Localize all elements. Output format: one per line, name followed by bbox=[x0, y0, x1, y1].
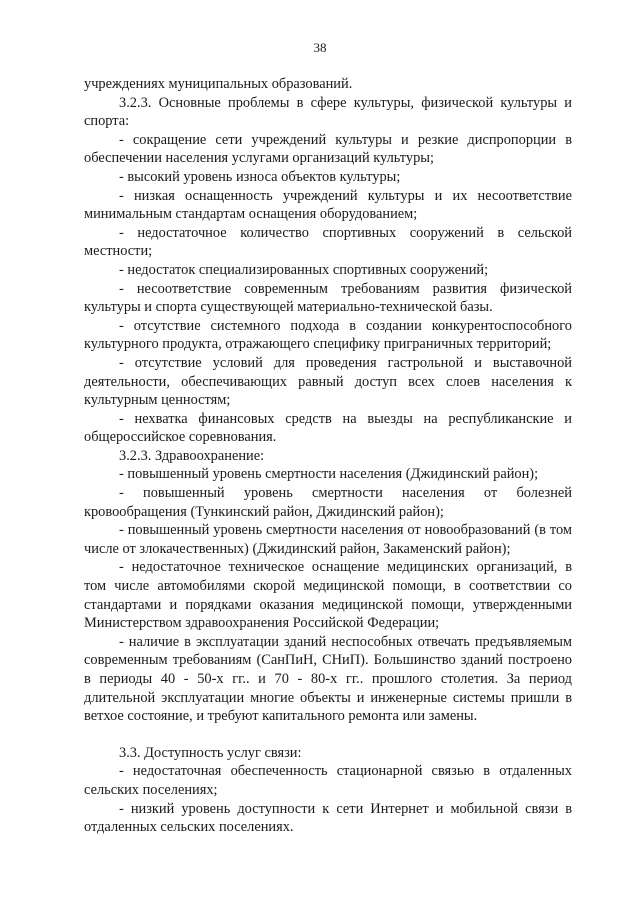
list-item: - высокий уровень износа объектов культуры; bbox=[119, 168, 401, 185]
paragraph-spacer bbox=[84, 726, 572, 744]
list-item: - сокращение сети учреждений культуры и резкие диспропорции в обеспечении населения услугами организаций культуры; bbox=[84, 131, 572, 167]
list-item: - несоответствие современным требованиям развития физической культуры и спорта существующей материально-технической базы. bbox=[84, 280, 572, 316]
list-item: - отсутствие системного подхода в создании конкурентоспособного культурного продукта, отражающего специфику приграничных территорий; bbox=[84, 317, 572, 353]
page-number: 38 bbox=[313, 40, 327, 55]
list-item: - повышенный уровень смертности населения от болезней кровообращения (Тункинский район, Джидинский район); bbox=[84, 485, 572, 520]
list-item: - недостаток специализированных спортивных сооружений; bbox=[119, 261, 489, 278]
document-body bbox=[84, 75, 572, 837]
paragraph: учреждениях муниципальных образований. bbox=[84, 76, 353, 92]
section-heading-communications: 3.3. Доступность услуг связи: bbox=[119, 744, 302, 761]
list-item: - недостаточное техническое оснащение медицинских организаций, в том числе автомобилями скорой медицинской помощи, в соответствии со стандартами и порядками оказания медицинской помощи, утвержденными Министерством здравоохранения Российской Федерации; bbox=[84, 559, 572, 632]
list-item: - нехватка финансовых средств на выезды на республиканские и общероссийское соревнования. bbox=[84, 410, 572, 446]
list-item: - повышенный уровень смертности населения от новообразований (в том числе от злокачественных) (Джидинский район, Закаменский район); bbox=[84, 522, 572, 557]
section-heading-culture-sport: 3.2.3. Основные проблемы в сфере культуры, физической культуры и спорта: bbox=[84, 94, 572, 130]
list-item: - недостаточное количество спортивных сооружений в сельской местности; bbox=[84, 224, 572, 260]
list-item: - отсутствие условий для проведения гастрольной и выставочной деятельности, обеспечивающих равный доступ всех слоев населения к культурным ценностям; bbox=[84, 354, 572, 409]
list-item: - наличие в эксплуатации зданий неспособных отвечать предъявляемым современным требованиям (СанПиН, СНиП). Большинство зданий построено в периоды 40 - 50-х гг.. и 70 - 80-х гг.. прошлого столетия. За период длительной эксплуатации многие объекты и инженерные системы пришли в ветхое состояние, и требуют капитального ремонта или замены. bbox=[84, 633, 572, 725]
list-item: - низкий уровень доступности к сети Интернет и мобильной связи в отдаленных сельских поселениях. bbox=[84, 800, 572, 836]
section-heading-healthcare: 3.2.3. Здравоохранение: bbox=[119, 447, 265, 464]
list-item: - повышенный уровень смертности населения (Джидинский район); bbox=[119, 466, 539, 483]
list-item: - низкая оснащенность учреждений культуры и их несоответствие минимальным стандартам оснащения оборудованием; bbox=[84, 187, 572, 223]
list-item: - недостаточная обеспеченность стационарной связью в отдаленных сельских поселениях; bbox=[84, 763, 572, 798]
